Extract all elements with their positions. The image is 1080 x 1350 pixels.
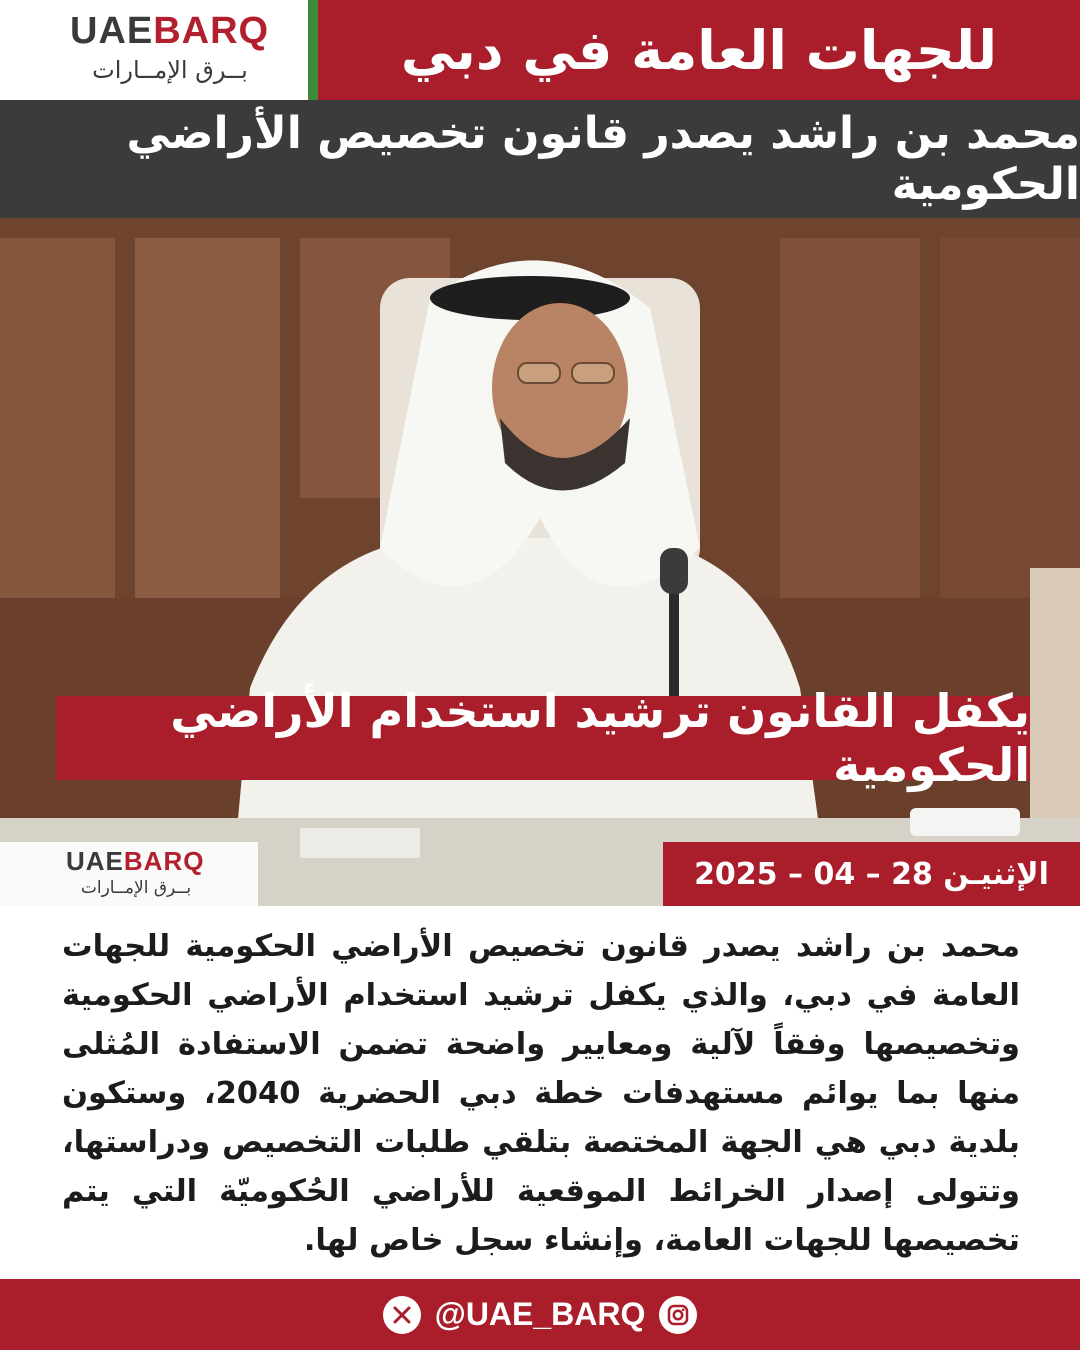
brand-logo [0,0,308,100]
date-text: الإثنيـن 28 – 04 – 2025 [694,856,1049,892]
page-title: للجهات العامة في دبي [400,18,998,82]
watermark-uae-text: UAE [66,846,124,876]
social-footer [0,1279,1080,1350]
logo-uae-text: UAE [70,10,154,52]
article-body: محمد بن راشد يصدر قانون تخصيص الأراضي الحكومية للجهات العامة في دبي، والذي يكفل ترشيد استخدام الأراضي الحكومية وتخصيصها وفقاً لآلية ومعايير واضحة تضمن الاستفادة المُثلى منها بما يوائم مستهدفات خطة دبي الحضرية 2040، وستكون بلدية دبي هي الجهة المختصة بتلقي طلبات التخصيص ودراستها، وتتولى إصدار الخرائط الموقعية للأراضي الحُكوميّة التي يتم تخصيصها للجهات العامة، وإنشاء سجل خاص لها. [62,929,1021,1258]
social-handle[interactable]: @UAE_BARQ [434,1296,646,1332]
logo-barq-text: BARQ [153,10,270,52]
title-banner [318,0,1080,100]
photo-caption: يكفل القانون ترشيد استخدام الأراضي الحكومية [170,684,1030,792]
news-photo [0,218,1080,906]
watermark-arabic-text: بــرق الإمــارات [80,878,192,898]
headline-banner [0,100,1080,218]
watermark-barq-text: BARQ [123,846,205,876]
watermark-wordmark [66,846,204,877]
headline-text: محمد بن راشد يصدر قانون تخصيص الأراضي الحكومية [126,108,1080,210]
x-icon[interactable] [383,1296,421,1334]
instagram-icon[interactable] [659,1296,697,1334]
date-badge [663,842,1080,906]
watermark-logo [0,842,258,906]
logo-arabic-text: بــرق الإمــارات [92,56,248,84]
logo-wordmark [70,10,269,53]
photo-caption-box [56,684,1030,792]
accent-divider [308,0,318,100]
photo-illustration [0,218,1080,906]
